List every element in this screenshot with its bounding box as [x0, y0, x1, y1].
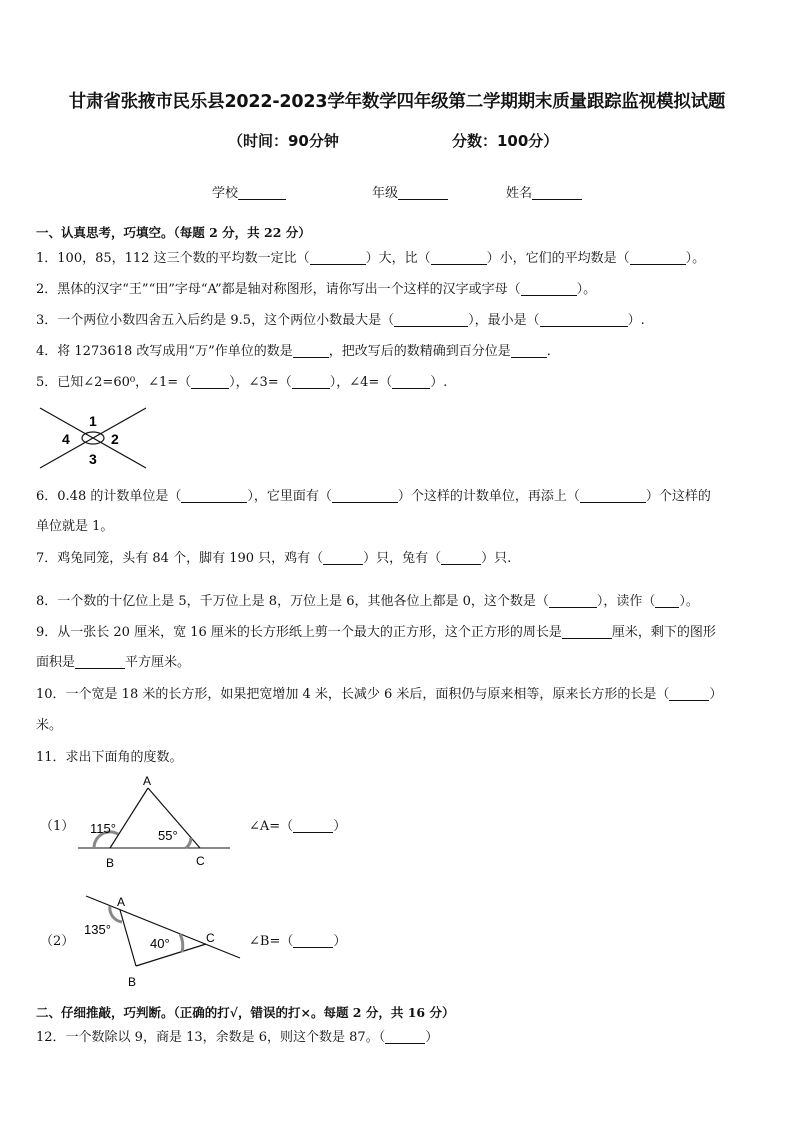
q7-blank-2[interactable] — [441, 550, 481, 565]
q1-text-b: ）大，比（ — [365, 251, 431, 266]
vertex-b: B — [128, 975, 137, 989]
question-10-cont: 米。 — [36, 718, 63, 733]
question-12 — [36, 1028, 758, 1048]
q11-part-2-label: （2） — [40, 934, 75, 949]
q11-triangle-2-figure — [80, 892, 244, 992]
q9-text-a: 9．从一张长 20 厘米，宽 16 厘米的长方形纸上剪一个最大的正方形，这个正方形的周长是 — [36, 625, 562, 640]
q9-blank-1[interactable] — [562, 624, 612, 639]
grade-label: 年级 — [372, 186, 399, 201]
q5-text-d: ）. — [430, 375, 448, 390]
angle-c-label: 55° — [158, 828, 178, 843]
q1-text-a: 1．100，85，112 这三个数的平均数一定比（ — [36, 251, 310, 266]
q5-text-b: ），∠3=（ — [229, 375, 292, 390]
q11-blank-2[interactable] — [293, 933, 333, 948]
q9-text-b: 厘米，剩下的图形 — [611, 625, 716, 640]
q6-blank-3[interactable] — [580, 488, 646, 503]
angle-c-label: 40° — [150, 936, 170, 951]
q7-text-a: 7．鸡兔同笼，头有 84 个，脚有 190 只，鸡有（ — [36, 551, 324, 566]
side-ab — [110, 788, 148, 848]
q1-blank-3[interactable] — [630, 250, 686, 265]
q1-text-d: ）。 — [685, 251, 706, 266]
name-label: 姓名 — [506, 186, 533, 201]
q8-text-c: ）。 — [679, 594, 699, 609]
q10-blank-1[interactable] — [669, 686, 709, 701]
q7-blank-1[interactable] — [323, 550, 363, 565]
school-blank[interactable] — [238, 185, 286, 200]
q6-text-c: ）个这样的计数单位，再添上（ — [397, 489, 580, 504]
q8-text-b: ），读作（ — [596, 594, 656, 609]
q8-blank-2[interactable] — [655, 593, 679, 608]
q2-blank-1[interactable] — [521, 281, 577, 296]
name-blank[interactable] — [532, 185, 582, 200]
q6-text-d: ）个这样的 — [645, 489, 711, 504]
question-9-cont — [36, 653, 758, 673]
q2-text-a: 2．黑体的汉字“王”“田”字母“A”都是轴对称图形，请你写出一个这样的汉字或字母（ — [36, 282, 521, 297]
q9-text-c: 面积是 — [36, 655, 76, 670]
question-8 — [36, 592, 758, 612]
section-1-heading: 一、认真思考，巧填空。（每题 2 分，共 22 分） — [36, 225, 311, 240]
grade-field — [372, 182, 448, 201]
q4-text-b: ，把改写后的数精确到百分位是 — [328, 344, 511, 359]
question-9 — [36, 623, 758, 643]
q11-ans2-text-a: ∠B=（ — [249, 934, 294, 949]
grade-blank[interactable] — [398, 185, 448, 200]
q5-intersecting-lines-figure — [38, 406, 150, 470]
q3-text-a: 3．一个两位小数四舍五入后约是 9.5，这个两位小数最大是（ — [36, 313, 395, 328]
q1-blank-1[interactable] — [310, 250, 366, 265]
question-1 — [36, 249, 758, 269]
vertex-b: B — [106, 856, 115, 870]
q5-text-a: 5．已知∠2=60⁰，∠1=（ — [36, 375, 192, 390]
q10-text-a: 10．一个宽是 18 米的长方形，如果把宽增加 4 米，长减少 6 米后，面积仍与原来相等，原来长方形的长是（ — [36, 687, 670, 702]
exterior-angle-label: 135° — [84, 922, 111, 937]
vertex-a: A — [143, 774, 152, 788]
q2-text-b: ）。 — [576, 282, 597, 297]
q5-blank-1[interactable] — [191, 374, 229, 389]
q6-text-b: ），它里面有（ — [247, 489, 332, 504]
q5-blank-2[interactable] — [292, 374, 330, 389]
q1-text-c: ）小，它们的平均数是（ — [486, 251, 630, 266]
side-bc — [136, 944, 206, 966]
angle-1-label: 1 — [89, 413, 97, 429]
q4-text-c: ． — [546, 344, 560, 359]
page-title: 甘肃省张掖市民乐县2022-2023学年数学四年级第二学期期末质量跟踪监视模拟试题 — [68, 92, 726, 112]
vertex-c: C — [206, 931, 215, 945]
angle-2-label: 2 — [111, 431, 119, 447]
q7-text-c: ）只. — [481, 551, 512, 566]
q9-blank-2[interactable] — [75, 654, 125, 669]
q11-answer-2 — [249, 930, 346, 949]
vertex-a: A — [117, 895, 126, 909]
q11-ans1-text-a: ∠A=（ — [249, 819, 294, 834]
school-field — [212, 182, 286, 201]
school-label: 学校 — [212, 186, 239, 201]
q3-blank-2[interactable] — [540, 312, 628, 327]
q11-ans2-text-b: ） — [333, 934, 347, 949]
question-2 — [36, 280, 758, 300]
exam-score: 分数：100分） — [452, 132, 559, 150]
q11-triangle-1-figure — [74, 772, 234, 872]
q8-blank-1[interactable] — [549, 593, 597, 608]
q4-blank-1[interactable] — [293, 343, 329, 358]
q5-text-c: ），∠4=（ — [329, 375, 393, 390]
q12-text-b: ） — [425, 1030, 439, 1045]
name-field — [506, 182, 582, 201]
question-4 — [36, 342, 758, 362]
exam-time: （时间：90分钟 — [228, 132, 339, 150]
angle-4-label: 4 — [62, 431, 70, 447]
q9-text-d: 平方厘米。 — [125, 655, 191, 670]
question-6-cont: 单位就是 1。 — [36, 519, 114, 534]
side-ab — [120, 910, 136, 966]
q3-text-c: ）. — [627, 313, 645, 328]
question-5 — [36, 373, 758, 393]
angle-c-arc — [186, 838, 191, 848]
q12-text-a: 12．一个数除以 9，商是 13，余数是 6，则这个数是 87。（ — [36, 1030, 386, 1045]
q11-ans1-text-b: ） — [333, 819, 347, 834]
q11-part-1-label: （1） — [40, 819, 75, 834]
q6-blank-1[interactable] — [181, 488, 247, 503]
q3-text-b: ），最小是（ — [468, 313, 540, 328]
q11-answer-1 — [249, 815, 346, 834]
question-3 — [36, 311, 758, 331]
section-2-heading: 二、仔细推敲，巧判断。（正确的打√，错误的打×。每题 2 分，共 16 分） — [36, 1005, 455, 1020]
q10-text-b: ） — [709, 687, 723, 702]
q7-text-b: ）只，兔有（ — [363, 551, 442, 566]
angle-3-label: 3 — [89, 451, 97, 467]
q3-blank-1[interactable] — [394, 312, 468, 327]
q5-blank-3[interactable] — [392, 374, 430, 389]
q4-text-a: 4．将 1273618 改写成用“万”作单位的数是 — [36, 344, 293, 359]
q4-blank-2[interactable] — [511, 343, 547, 358]
angle-c-arc — [180, 934, 183, 952]
vertex-c: C — [196, 854, 205, 868]
q1-blank-2[interactable] — [431, 250, 487, 265]
q11-blank-1[interactable] — [293, 818, 333, 833]
question-6 — [36, 487, 758, 507]
question-11: 11．求出下面角的度数。 — [36, 750, 183, 765]
q8-text-a: 8．一个数的十亿位上是 5，千万位上是 8，万位上是 6，其他各位上都是 0，这个数是（ — [36, 594, 549, 609]
q6-text-a: 6．0.48 的计数单位是（ — [36, 489, 182, 504]
question-7 — [36, 549, 758, 569]
q6-blank-2[interactable] — [332, 488, 398, 503]
q12-blank-1[interactable] — [385, 1029, 425, 1044]
question-10 — [36, 685, 758, 705]
exterior-angle-label: 115° — [90, 821, 116, 836]
